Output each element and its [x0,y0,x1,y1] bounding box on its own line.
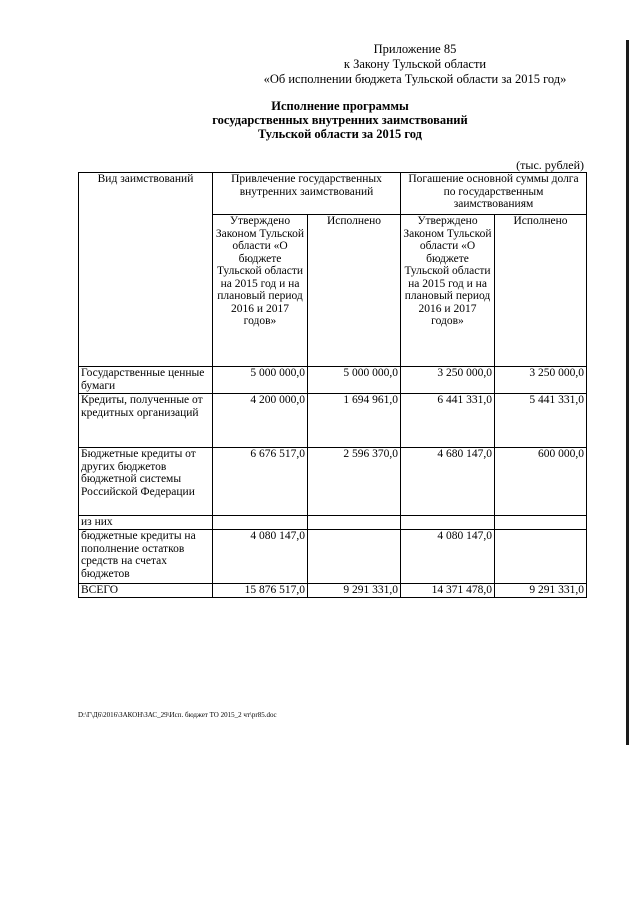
raising-approved-cell: 5 000 000,0 [213,367,308,394]
raising-executed-cell [308,530,401,584]
header-loan-type: Вид заимствований [79,173,213,367]
header-repayment-executed: Исполнено [495,215,587,367]
raising-approved-cell [213,516,308,530]
raising-executed-cell: 5 000 000,0 [308,367,401,394]
row-label: Кредиты, полученные от кредитных организаций [79,394,213,448]
table-row [79,448,587,516]
table-row-total [79,584,587,598]
table-header-row [79,173,587,215]
repayment-executed-cell: 5 441 331,0 [495,394,587,448]
repayment-approved-cell: 6 441 331,0 [401,394,495,448]
raising-approved-cell: 15 876 517,0 [213,584,308,598]
unit-label: (тыс. рублей) [516,158,584,172]
appendix-line-1: Приложение 85 [373,42,457,56]
raising-executed-cell: 2 596 370,0 [308,448,401,516]
table-row [79,516,587,530]
table-row [79,367,587,394]
title-line-1: Исполнение программы [271,99,409,113]
header-repayment-group: Погашение основной суммы долга по государственным заимствованиям [401,173,587,215]
row-label: Государственные ценные бумаги [79,367,213,394]
raising-executed-cell [308,516,401,530]
raising-approved-cell: 6 676 517,0 [213,448,308,516]
repayment-executed-cell: 9 291 331,0 [495,584,587,598]
repayment-executed-cell: 600 000,0 [495,448,587,516]
appendix-line-3: «Об исполнении бюджета Тульской области за 2015 год» [263,72,567,86]
row-label: ВСЕГО [79,584,213,598]
repayment-executed-cell: 3 250 000,0 [495,367,587,394]
header-raising-approved: Утверждено Законом Тульской области «О бюджете Тульской области на 2015 год и на плановый период 2016 и 2017 годов» [213,215,308,367]
borrowing-table [78,172,587,598]
table-row [79,530,587,584]
repayment-approved-cell: 14 371 478,0 [401,584,495,598]
row-label: бюджетные кредиты на пополнение остатков средств на счетах бюджетов [79,530,213,584]
repayment-approved-cell: 4 080 147,0 [401,530,495,584]
raising-executed-cell: 1 694 961,0 [308,394,401,448]
repayment-executed-cell [495,516,587,530]
appendix-line-2: к Закону Тульской области [343,57,487,71]
repayment-approved-cell [401,516,495,530]
file-path-footer: D:\Г\Д6\2016\ЗАКОН\ЗАС_29\Исп. бюджет ТО 2015_2 чт\pr85.doc [78,711,277,719]
row-label: из них [79,516,213,530]
scan-edge-line [626,40,629,745]
header-repayment-approved: Утверждено Законом Тульской области «О бюджете Тульской области на 2015 год и на плановый период 2016 и 2017 годов» [401,215,495,367]
repayment-executed-cell [495,530,587,584]
header-raising-group: Привлечение государственных внутренних заимствований [213,173,401,215]
appendix-header [230,42,600,87]
raising-approved-cell: 4 200 000,0 [213,394,308,448]
row-label: Бюджетные кредиты от других бюджетов бюджетной системы Российской Федерации [79,448,213,516]
title-line-3: Тульской области за 2015 год [257,127,422,141]
raising-approved-cell: 4 080 147,0 [213,530,308,584]
table-row [79,394,587,448]
repayment-approved-cell: 4 680 147,0 [401,448,495,516]
title-line-2: государственных внутренних заимствований [212,113,468,127]
repayment-approved-cell: 3 250 000,0 [401,367,495,394]
raising-executed-cell: 9 291 331,0 [308,584,401,598]
header-raising-executed: Исполнено [308,215,401,367]
document-title [150,99,530,141]
